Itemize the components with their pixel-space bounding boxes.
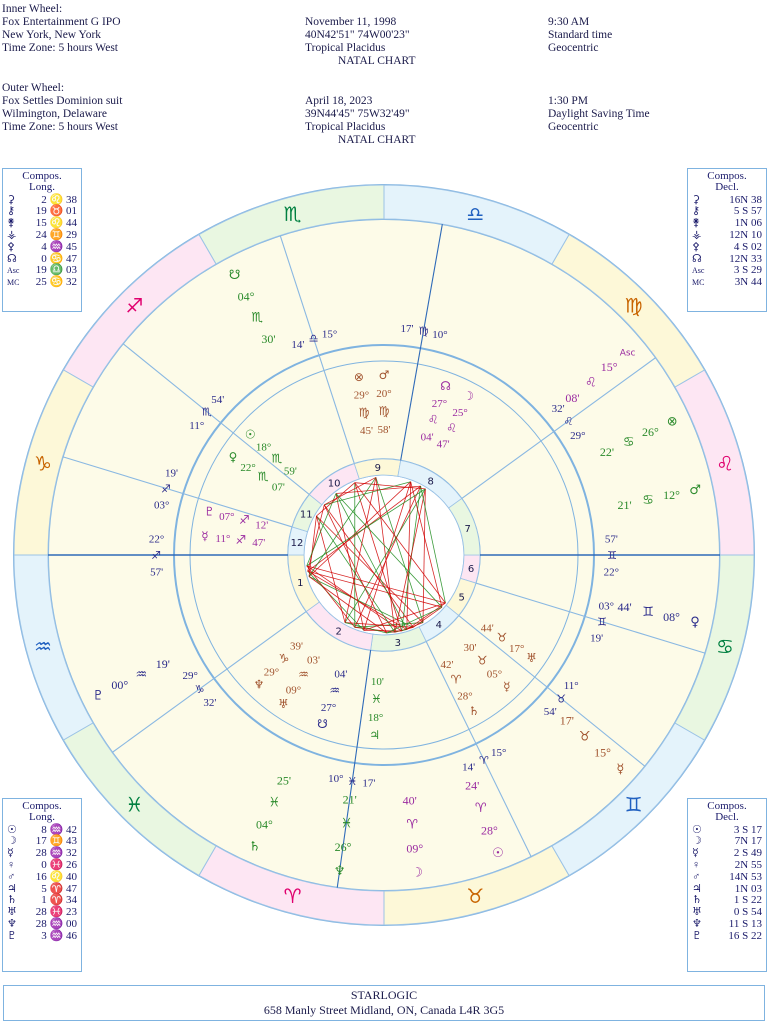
inner-planet-min: 04' [420,431,434,444]
value: 14N 53 [729,870,762,883]
glyph: ♀ [7,858,16,871]
inner-planet-sign: ♐ [235,532,247,547]
glyph: ⚷ [692,205,701,218]
inner-planet-sign: ♍ [358,405,370,420]
box-title-1: Compos. [22,800,62,812]
box-title-2: Long. [29,810,55,823]
inner-planet-sign: ♑ [278,651,290,666]
outer-planet-deg: 08° [663,610,680,625]
cusp-label-deg: 29° [570,429,586,442]
glyph: ♂ [692,870,701,883]
house-number: 11 [299,509,313,521]
outer-planet-g: ☿ [616,761,625,777]
cusp-label-sign: ♑ [194,683,205,697]
box-title-2: Decl. [715,810,739,823]
compos-decl-box-bottom-right [687,798,767,972]
outer-planet-sign: ♓ [268,795,281,811]
inner-planet-deg: 29° [353,389,370,402]
value: 8 ♒ 42 [41,823,77,836]
cusp-label-sign: ♌ [563,414,574,428]
cusp-label-deg: 10° [432,328,448,341]
house-number: 3 [394,637,401,649]
inner-wheel-heading: Inner Wheel: [2,3,63,15]
cusp-label-deg: 19' [590,632,604,645]
cusp-label-min: 57' [604,533,618,546]
value: 4 ♒ 45 [41,240,77,253]
inner-planet-min: 44' [480,622,494,635]
inner-wheel-place: New York, New York [2,29,102,41]
box-row [3,872,81,884]
value: 0 ♓ 26 [41,858,77,871]
cusp-label-min: 15° [490,747,507,760]
inner-planet-sign: ♉ [476,653,488,668]
value: 5 ♈ 47 [41,882,77,895]
glyph: ♅ [7,906,17,919]
outer-planet-g: ☉ [492,845,504,861]
cusp-label-min: 17' [362,777,376,790]
outer-planet-g: ♂ [689,482,701,498]
outer-planet-min: 24' [465,778,480,793]
glyph: ⚷ [7,205,16,218]
glyph: ♂ [7,870,16,883]
outer-planet-deg: 28° [480,823,498,838]
glyph: ⚳ [7,193,16,206]
inner-planet-sign: ♏ [271,451,283,466]
cusp-label-sign: ♓ [347,774,358,788]
zodiac-sign-glyph: ♓ [125,792,144,817]
outer-planet-g: ♇ [92,688,105,704]
glyph: ♀ [692,858,701,871]
inner-planet-g: ♀ [228,449,238,464]
cusp-label-sign: ♊ [607,549,617,562]
outer-planet-sign: ♊ [642,605,654,621]
inner-wheel-name: Fox Entertainment G IPO [2,16,121,28]
inner-planet-min: 10' [370,675,384,688]
outer-planet-sign: ♒ [135,667,148,683]
value: 5 S 57 [733,205,762,218]
zodiac-sign-glyph: ♋ [716,634,734,659]
zodiac-sign-glyph: ♉ [466,883,485,908]
glyph: Asc [7,266,20,276]
cusp-label-deg: 22° [148,533,165,546]
outer-wheel-system: Tropical Placidus [305,121,386,133]
glyph: ☉ [692,823,702,836]
box-title-2: Decl. [715,180,739,193]
inner-planet-g: ♃ [369,727,380,742]
inner-planet-deg: 27° [431,397,448,410]
inner-planet-sign: ♏ [257,469,269,484]
inner-planet-deg: 05° [486,668,503,681]
value: 4 S 02 [733,240,762,253]
glyph: ☊ [692,252,702,265]
inner-wheel-timezone: Time Zone: 5 hours West [2,42,118,54]
inner-planet-g: ♇ [203,504,215,519]
outer-planet-min: 44' [617,600,632,615]
zodiac-sign-glyph: ♒ [34,634,52,659]
box-title-1: Compos. [22,170,62,182]
glyph: ⚶ [7,228,17,241]
inner-planet-g: ♂ [378,368,390,382]
glyph: ⚴ [7,240,16,253]
house-number: 9 [374,463,382,475]
inner-planet-sign: ♓ [371,691,382,706]
outer-planet-sign: ♓ [340,816,353,832]
inner-wheel-time: 9:30 AM [548,16,590,28]
inner-planet-min: 03' [307,654,321,667]
outer-wheel-date: April 18, 2023 [305,95,373,107]
glyph: ☽ [7,835,17,848]
box-row [688,872,766,884]
inner-wheel-perspective: Geocentric [548,42,599,54]
outer-planet-g: Asc [619,348,636,359]
outer-planet-min: 25' [276,773,292,788]
value: 12N 33 [729,252,762,265]
outer-planet-min: 17' [559,713,574,728]
glyph: ♅ [692,906,702,919]
compos-long-box-top-left [2,168,82,312]
outer-wheel-chart-type: NATAL CHART [338,134,416,146]
cusp-label-deg: 19' [164,467,178,480]
outer-planet-sign: ♉ [578,729,591,745]
cusp-label-deg: 10° [328,772,344,785]
outer-planet-deg: 09° [406,841,424,856]
inner-wheel-time-type: Standard time [548,29,613,41]
box-row [3,860,81,872]
value: 3 ♒ 46 [41,929,77,942]
outer-wheel-coords: 39N44'45" 75W32'49" [305,108,410,120]
cusp-label-min: 32' [551,402,565,415]
value: 16 S 22 [728,929,762,942]
outer-planet-deg: 15° [594,745,611,760]
cusp-label-deg: 54' [211,393,225,406]
cusp-label-sign: ♐ [151,549,161,562]
outer-planet-g: ☋ [228,268,241,284]
house-number: 5 [458,592,465,604]
outer-wheel-place: Wilmington, Delaware [2,108,107,120]
outer-planet-sign: ♈ [474,801,487,817]
outer-planet-g: ♀ [690,615,700,631]
outer-planet-deg: 12° [663,487,680,502]
outer-planet-deg: 00° [111,677,129,692]
value: 17 ♊ 43 [35,835,77,848]
inner-planet-g: ♄ [468,703,480,718]
inner-planet-deg: 25° [452,406,468,419]
zodiac-sign-glyph: ♌ [716,451,734,476]
cusp-label-sign: ♍ [418,324,429,338]
inner-planet-deg: 07° [219,510,235,523]
inner-wheel-chart-type: NATAL CHART [338,55,416,67]
box-row [688,919,766,931]
value: 19 ♎ 03 [35,264,77,277]
outer-planet-sign: ♏ [251,310,264,326]
cusp-label-deg: 22° [603,566,620,579]
outer-planet-sign: ♋ [642,492,654,508]
outer-wheel-heading: Outer Wheel: [2,82,65,94]
cusp-label-min: 11° [189,419,205,432]
footer-company: STARLOGIC [350,988,418,1002]
inner-planet-min: 59' [283,465,297,478]
value: 19 ♉ 01 [35,205,77,218]
cusp-label-min: 32' [203,697,217,710]
inner-planet-deg: 09° [285,684,302,697]
outer-planet-g: ♆ [333,863,346,879]
outer-planet-deg: 26° [334,840,352,855]
outer-wheel-time: 1:30 PM [548,95,588,107]
outer-planet-min: 21' [617,497,632,512]
value: 11 S 13 [728,917,762,930]
inner-planet-deg: 17° [508,642,525,655]
cusp-label-deg: 54' [543,706,557,719]
cusp-label-sign: ♈ [479,753,489,767]
cusp-label-min: 57' [150,566,164,579]
outer-planet-min: 08' [565,390,580,405]
inner-planet-g: ☽ [463,389,474,404]
zodiac-sign-glyph: ♍ [624,293,643,318]
cusp-label-min: 03° [598,600,615,613]
zodiac-sign-glyph: ♊ [624,792,643,817]
inner-planet-g: ☊ [440,378,451,393]
inner-planet-sign: ♌ [427,412,439,427]
value: 3 S 29 [733,264,762,277]
glyph: ☿ [692,847,699,860]
inner-planet-sign: ♐ [238,513,250,528]
inner-planet-sign: ♉ [496,630,508,645]
cusp-label-deg: 15° [321,328,338,341]
value: 15 ♌ 44 [35,217,77,230]
zodiac-sign-glyph: ♈ [283,883,302,908]
box-row [3,931,81,943]
glyph: ♆ [7,917,17,930]
box-title-1: Compos. [707,800,747,812]
outer-wheel-name: Fox Settles Dominion suit [2,95,123,107]
glyph: ♄ [7,894,17,907]
value: 0 ♋ 47 [41,252,77,265]
value: 3N 44 [734,276,762,289]
glyph: MC [7,278,20,288]
glyph: ☿ [7,847,14,860]
value: 28 ♓ 23 [35,906,77,919]
inner-planet-min: 47' [252,536,266,549]
cusp-label-sign: ♎ [308,332,319,346]
cusp-label-sign: ♐ [161,482,171,496]
box-row [3,242,81,254]
outer-planet-deg: 04° [237,289,255,304]
glyph: Asc [692,266,705,276]
glyph: ♃ [692,882,702,895]
box-row [3,277,81,289]
inner-planet-deg: 20° [376,388,392,400]
inner-wheel-system: Tropical Placidus [305,42,386,54]
glyph: ☊ [7,252,17,265]
inner-planet-deg: 28° [457,690,473,703]
glyph: ♃ [7,882,17,895]
cusp-label-sign: ♉ [556,692,567,706]
value: 2 ♌ 38 [41,193,77,206]
inner-planet-g: ⊗ [353,369,364,384]
outer-planet-g: ☽ [411,865,424,881]
outer-wheel-perspective: Geocentric [548,121,599,133]
inner-planet-g: ☿ [201,529,209,544]
house-number: 7 [464,523,471,535]
outer-wheel-time-type: Daylight Saving Time [548,108,650,120]
outer-planet-sign: ♈ [406,817,419,833]
inner-planet-g: ☋ [317,717,328,732]
inner-planet-sign: ♌ [446,420,457,435]
glyph: ⚴ [692,240,701,253]
inner-planet-min: 30' [463,642,477,655]
value: 1 ♈ 34 [41,894,77,907]
house-number: 10 [327,478,341,490]
outer-planet-sign: ♌ [585,375,597,391]
value: 28 ♒ 32 [35,847,77,860]
inner-planet-deg: 11° [215,533,231,546]
box-title-1: Compos. [707,170,747,182]
outer-planet-deg: 26° [642,424,659,439]
glyph: ♇ [692,929,702,942]
compos-long-box-bottom-left [2,798,82,972]
box-row [3,230,81,242]
box-row [688,931,766,943]
outer-wheel-timezone: Time Zone: 5 hours West [2,121,118,133]
inner-planet-sign: ♍ [378,404,390,418]
outer-planet-min: 30' [261,331,276,346]
cusp-label-sign: ♊ [597,615,607,629]
inner-wheel-coords: 40N42'51" 74W00'23" [305,29,410,41]
inner-planet-min: 39' [289,640,303,653]
value: 12N 10 [729,228,762,241]
house-number: 8 [427,476,434,488]
house-number: 4 [435,619,442,631]
glyph: ⚳ [692,193,701,206]
glyph: ♆ [692,917,702,930]
outer-planet-min: 40' [402,793,417,808]
value: 2 S 49 [733,847,762,860]
value: 3 S 17 [733,823,762,836]
inner-planet-g: ☿ [503,679,511,694]
zodiac-sign-glyph: ♑ [34,451,52,476]
outer-planet-min: 19' [155,656,170,671]
cusp-label-min: 03° [153,499,170,512]
inner-planet-min: 58' [377,424,391,436]
glyph: ☉ [7,823,17,836]
glyph: ☽ [692,835,702,848]
inner-planet-g: ♆ [253,677,265,692]
glyph: MC [692,278,705,288]
inner-planet-min: 12' [255,519,269,532]
glyph: ⚵ [692,217,701,230]
cusp-label-sign: ♏ [201,405,212,419]
inner-planet-sign: ♒ [329,683,341,698]
outer-planet-min: 22' [599,445,615,460]
outer-planet-deg: 04° [256,817,273,832]
house-number: 6 [467,564,475,576]
glyph: ⚵ [7,217,16,230]
inner-planet-g: ♅ [277,697,289,712]
value: 1 S 22 [733,894,762,907]
inner-planet-deg: 29° [263,666,280,679]
glyph: ♄ [692,894,702,907]
cusp-label-min: 11° [563,680,579,693]
outer-planet-sign: ♋ [622,434,635,450]
value: 2N 55 [734,858,762,871]
box-row [688,230,766,242]
zodiac-sign-glyph: ♐ [125,293,144,318]
value: 0 S 54 [733,906,762,919]
value: 28 ♒ 00 [35,917,77,930]
box-row [688,242,766,254]
inner-planet-sign: ♒ [298,667,309,682]
inner-planet-min: 04' [334,668,348,681]
compos-decl-box-top-right [687,168,767,312]
inner-wheel-date: November 11, 1998 [305,16,397,28]
value: 1N 03 [734,882,762,895]
cusp-label-min: 17' [400,323,414,336]
glyph: ⚶ [692,228,702,241]
house-number: 1 [297,578,304,590]
footer-credit [3,985,765,1021]
core-inner-circle [304,475,464,638]
inner-planet-deg: 22° [240,461,256,474]
inner-planet-deg: 27° [320,702,337,715]
box-title-2: Long. [29,180,55,193]
outer-planet-g: ⊗ [666,414,678,430]
outer-planet-deg: 15° [600,360,618,375]
footer-address: 658 Manly Street Midland, ON, Canada L4R 3G5 [263,1003,505,1017]
cusp-label-deg: 29° [182,670,198,683]
value: 1N 06 [734,217,762,230]
value: 7N 17 [734,835,762,848]
value: 25 ♋ 32 [35,276,77,289]
chart-wheel [0,160,768,960]
inner-planet-min: 47' [436,438,450,451]
inner-planet-deg: 18° [255,441,272,454]
cusp-label-deg: 14' [462,761,476,774]
inner-planet-min: 45' [359,425,373,438]
value: 16N 38 [729,193,762,206]
box-row [688,860,766,872]
house-number: 12 [290,537,304,549]
value: 24 ♊ 29 [35,228,77,241]
box-row [688,277,766,289]
zodiac-sign-glyph: ♎ [466,202,485,227]
inner-planet-g: ☉ [244,427,256,442]
value: 16 ♌ 40 [35,870,77,883]
outer-planet-g: ♄ [248,839,261,855]
inner-planet-min: 07' [271,481,285,494]
inner-planet-deg: 18° [367,711,384,724]
glyph: ♇ [7,929,17,942]
inner-planet-g: ♅ [526,651,537,666]
cusp-label-min: 14' [291,338,305,351]
inner-planet-min: 42' [440,659,454,672]
outer-planet-min: 21' [342,792,357,807]
zodiac-sign-glyph: ♏ [283,202,302,227]
inner-planet-sign: ♈ [450,672,462,687]
box-row [3,919,81,931]
house-number: 2 [335,626,342,638]
